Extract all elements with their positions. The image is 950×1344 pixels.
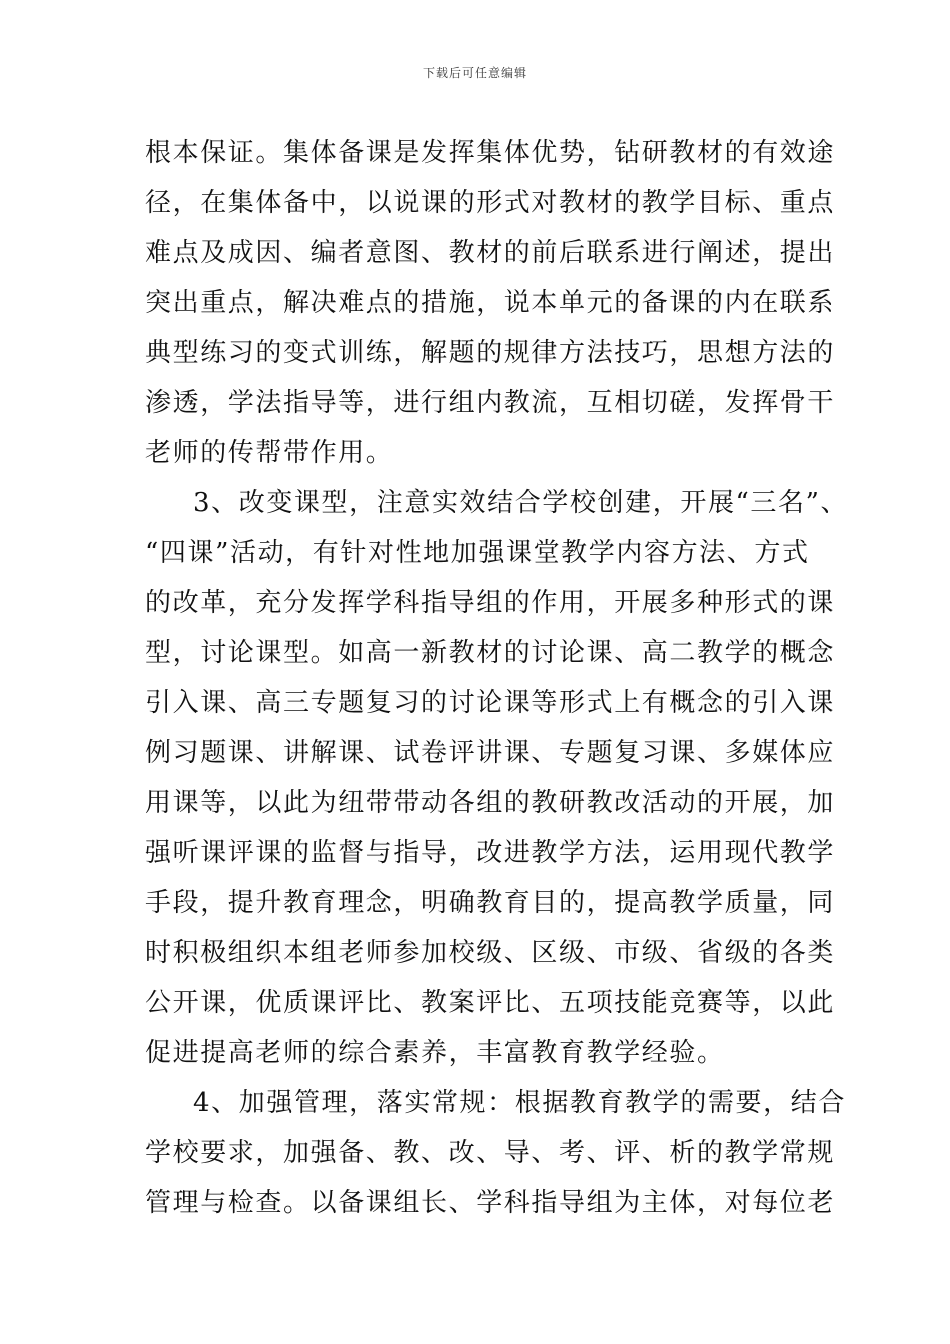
text-line: 手段，提升教育理念，明确教育目的，提高教学质量，同 xyxy=(145,888,836,918)
text-line: 强听课评课的监督与指导，改进教学方法，运用现代教学 xyxy=(145,838,836,868)
text-line: 学校要求，加强备、教、改、导、考、评、析的教学常规 xyxy=(145,1138,836,1168)
text-line: 的改革，充分发挥学科指导组的作用，开展多种形式的课 xyxy=(145,588,836,618)
text-line: 典型练习的变式训练，解题的规律方法技巧，思想方法的 xyxy=(145,338,836,368)
text-line: 老师的传帮带作用。 xyxy=(145,438,394,468)
text-line: 公开课，优质课评比、教案评比、五项技能竞赛等，以此 xyxy=(145,988,836,1018)
text-line: 突出重点，解决难点的措施，说本单元的备课的内在联系 xyxy=(145,288,836,318)
paragraph-first-line: 4、加强管理，落实常规：根据教育教学的需要，结合 xyxy=(193,1088,846,1118)
paragraph-first-line: 3、改变课型，注意实效结合学校创建，开展“三名”、 xyxy=(193,488,849,518)
text-line: 引入课、高三专题复习的讨论课等形式上有概念的引入课 xyxy=(145,688,836,718)
text-line: 难点及成因、编者意图、教材的前后联系进行阐述，提出 xyxy=(145,238,836,268)
text-line: 时积极组织本组老师参加校级、区级、市级、省级的各类 xyxy=(145,938,836,968)
text-line: 管理与检查。以备课组长、学科指导组为主体，对每位老 xyxy=(145,1188,836,1218)
text-line: 用课等，以此为纽带带动各组的教研教改活动的开展，加 xyxy=(145,788,836,818)
text-line: 促进提高老师的综合素养，丰富教育教学经验。 xyxy=(145,1038,725,1068)
text-line: 根本保证。集体备课是发挥集体优势，钻研教材的有效途 xyxy=(145,138,836,168)
text-line: 径，在集体备中，以说课的形式对教材的教学目标、重点 xyxy=(145,188,836,218)
text-line: “四课”活动，有针对性地加强课堂教学内容方法、方式 xyxy=(145,538,810,568)
header-note: 下载后可任意编辑 xyxy=(422,66,527,80)
body-text xyxy=(145,128,849,1228)
text-line: 例习题课、讲解课、试卷评讲课、专题复习课、多媒体应 xyxy=(145,738,836,768)
text-line: 渗透，学法指导等，进行组内教流，互相切磋，发挥骨干 xyxy=(145,388,836,418)
text-line: 型，讨论课型。如高一新教材的讨论课、高二教学的概念 xyxy=(145,638,836,668)
